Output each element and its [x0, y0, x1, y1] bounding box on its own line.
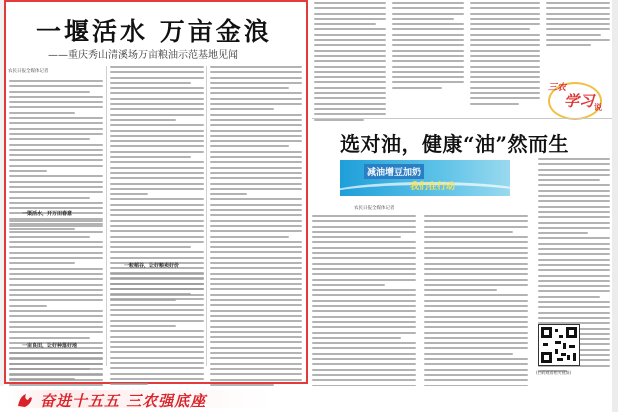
top-right-col3 — [470, 2, 540, 108]
mid-col1-body — [312, 215, 416, 412]
left-col2-body-2 — [110, 272, 204, 389]
left-col1-body-3 — [9, 352, 103, 384]
top-right-col2 — [392, 2, 464, 92]
left-subhead-1: 一渠活水，开万田春意 — [22, 211, 73, 217]
qr-caption: (扫码观看相关视频) — [536, 370, 572, 375]
left-article-byline: 农民日报全媒体记者 — [8, 69, 49, 74]
badge-text-2: 学习 — [564, 92, 595, 110]
page-edge — [612, 0, 618, 412]
left-subhead-2: 一亩良田，让好种落好地 — [22, 343, 78, 349]
qr-code[interactable] — [538, 324, 580, 366]
left-article-subheadline: ——重庆秀山清溪场万亩粮油示范基地见闻 — [48, 50, 238, 61]
left-col3-body — [210, 66, 302, 389]
oil-campaign-banner — [340, 160, 510, 196]
bottom-banner-text: 奋进十五五 三农强底座 — [40, 392, 207, 410]
mid-col2-body — [424, 215, 528, 412]
sannong-xuexi-badge — [540, 76, 610, 124]
left-subhead-3: 一粒稻谷，让好粮卖好价 — [124, 263, 180, 269]
banner-text-1: 减油增豆加奶 — [364, 164, 424, 179]
column-divider — [106, 66, 107, 366]
middle-article-headline: 选对油，健康“油”然而生 — [340, 132, 570, 156]
middle-article-byline: 农民日报全媒体记者 — [354, 206, 395, 211]
left-article-headline: 一堰活水 万亩金浪 — [36, 17, 272, 46]
badge-text-3: 说 — [594, 103, 602, 112]
badge-text-1: 三农 — [548, 83, 567, 93]
column-divider — [206, 66, 207, 366]
banner-text-2: 我们在行动 — [410, 182, 456, 192]
flame-icon — [16, 392, 34, 408]
top-right-col1 — [314, 2, 386, 124]
top-right-col4 — [546, 2, 610, 50]
bottom-banner — [0, 386, 618, 412]
section-divider — [312, 118, 612, 119]
